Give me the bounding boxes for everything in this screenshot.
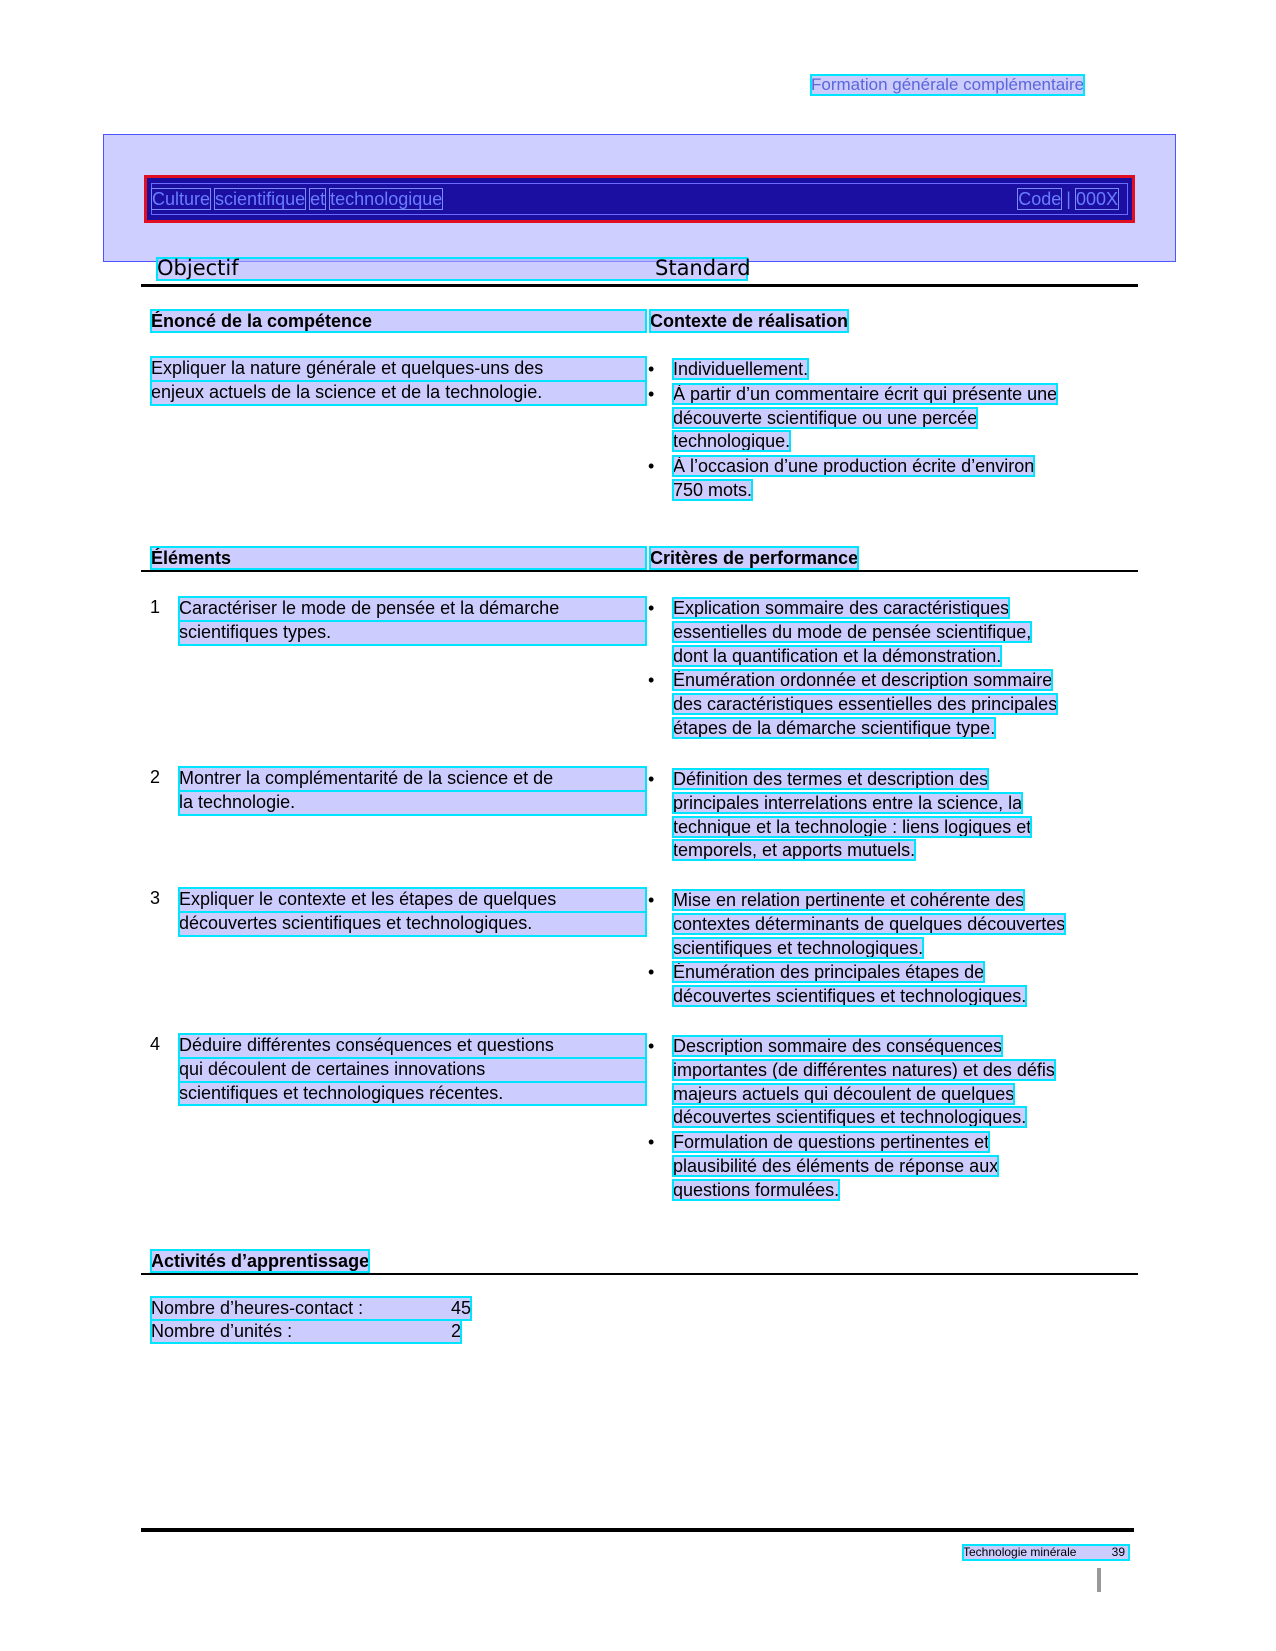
element-number: 1 <box>150 597 161 617</box>
footer-label <box>963 1545 1129 1560</box>
unites-label: Nombre d’unités : <box>151 1321 293 1341</box>
footer-rule <box>141 1528 1134 1532</box>
code-label: Code <box>1018 189 1062 209</box>
element-text: Déduire différentes conséquences et questions qui découlent de certaines innovations scientifiques et technologiques récentes. <box>179 1034 646 1105</box>
divider-top <box>141 284 1138 287</box>
banner-title <box>152 188 442 210</box>
competence-line: enjeux actuels de la science et de la technologie. <box>151 381 646 405</box>
list-item: • Individuellement. <box>648 359 809 379</box>
code-divider: | <box>1066 189 1071 209</box>
footer-text: Technologie minérale <box>963 1545 1077 1559</box>
standard-heading: Standard <box>655 256 751 280</box>
competence-heading: Énoncé de la compétence <box>151 310 646 332</box>
list-item: • Énumération des principales étapes de découvertes scientifiques et technologiques. <box>648 962 1027 1007</box>
page-number: 39 <box>1111 1545 1125 1559</box>
contexte-list <box>648 358 1118 504</box>
divider-elements <box>141 570 1138 572</box>
heures-row <box>151 1297 471 1320</box>
title-banner <box>144 175 1135 223</box>
element-text: Caractériser le mode de pensée et la démarche scientifiques types. <box>179 597 646 645</box>
heures-value: 45 <box>451 1298 472 1318</box>
list-item: • Mise en relation pertinente et cohérente des contextes déterminants de quelques découvertes scientifiques et technologiques. <box>648 890 1066 958</box>
list-item: • Définition des termes et description des principales interrelations entre la science, la technique et la technologie : liens logiques et temporels, et apports mutuels. <box>648 769 1032 861</box>
element-text: Expliquer le contexte et les étapes de quelques découvertes scientifiques et technologiques. <box>179 888 646 936</box>
objectif-heading: Objectif <box>157 256 239 280</box>
list-item: • Description sommaire des conséquences importantes (de différentes natures) et des défis majeurs actuels qui découlent de quelques découvertes scientifiques et technologiques. <box>648 1036 1055 1128</box>
unites-row <box>151 1320 461 1343</box>
running-header: Formation générale complémentaire <box>811 75 1085 94</box>
competence-line: Expliquer la nature générale et quelques-uns des <box>151 357 646 381</box>
criteria-list <box>648 597 1118 742</box>
criteres-heading: Critères de performance <box>650 548 859 568</box>
banner-code <box>1018 188 1118 210</box>
criteria-list <box>648 889 1118 1010</box>
criteria-list <box>648 1035 1118 1204</box>
footer-marker <box>1097 1568 1101 1592</box>
activites-heading: Activités d’apprentissage <box>151 1251 370 1271</box>
list-item: • Énumération ordonnée et description sommaire des caractéristiques essentielles des principales étapes de la démarche scientifique type. <box>648 670 1058 738</box>
divider-activites <box>141 1273 1138 1275</box>
list-item: • À partir d’un commentaire écrit qui présente une découverte scientifique ou une percée technologique. <box>648 383 1058 452</box>
banner-title-word: technologique <box>330 189 443 209</box>
code-value: 000X <box>1075 189 1118 209</box>
competence-statement <box>151 357 646 405</box>
unites-value: 2 <box>451 1321 462 1341</box>
list-item: • À l’occasion d’une production écrite d’environ 750 mots. <box>648 456 1035 500</box>
list-item: • Explication sommaire des caractéristiques essentielles du mode de pensée scientifique, dont la quantification et la démonstration. <box>648 598 1032 666</box>
list-item: • Formulation de questions pertinentes et plausibilité des éléments de réponse aux questions formulées. <box>648 1132 999 1200</box>
criteria-list <box>648 768 1118 864</box>
element-number: 4 <box>150 1034 161 1054</box>
banner-title-word: scientifique <box>215 189 306 209</box>
heures-label: Nombre d’heures-contact : <box>151 1298 364 1318</box>
contexte-heading: Contexte de réalisation <box>650 311 849 331</box>
banner-title-word: et <box>310 189 326 209</box>
banner-title-word: Culture <box>152 189 211 209</box>
element-number: 2 <box>150 767 161 787</box>
elements-heading: Éléments <box>151 547 646 569</box>
element-number: 3 <box>150 888 161 908</box>
element-text: Montrer la complémentarité de la science et de la technologie. <box>179 767 646 815</box>
